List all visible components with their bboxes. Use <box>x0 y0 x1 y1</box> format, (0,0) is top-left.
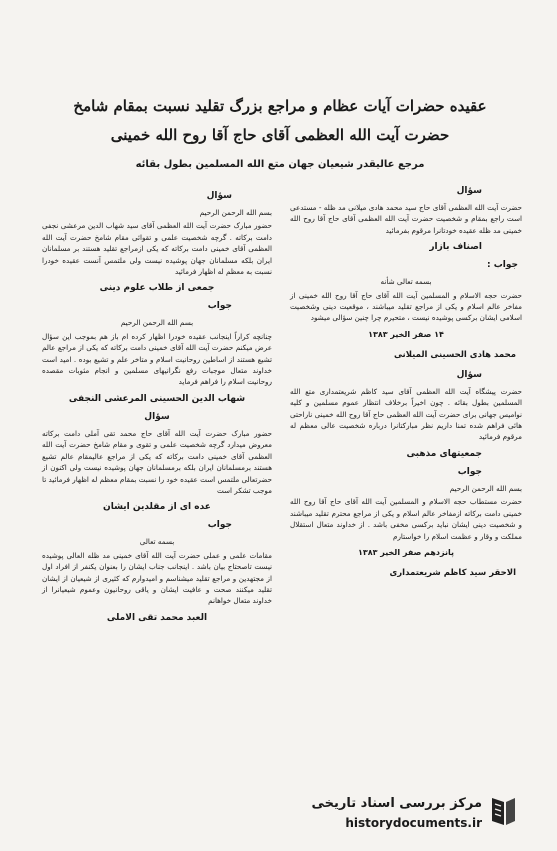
question-heading: سؤال <box>456 369 482 380</box>
sub-title: حضرت آیت الله العظمی آقای حاج آقا روح الله خمینی <box>110 126 450 144</box>
answer-signature: الاحقر سید کاظم شریعتمداری <box>389 567 516 578</box>
question-heading: سؤال <box>206 191 232 201</box>
answer-basmala: بسم الله الرحمن الرحیم <box>449 483 522 493</box>
right-column <box>290 180 522 586</box>
question-sender: جمعی از طلاب علوم دینی <box>99 283 215 294</box>
answer-heading: جواب <box>207 301 232 312</box>
answer-date: پانزدهم صفر الخیر ۱۳۸۳ <box>357 547 455 557</box>
question-text: حضور مبارک حضرت آیت الله العظمی آقای سید شهاب الدین مرعشی نجفی دامت برکاته . گرچه شخصیت علمی و تقوائی مقام شامخ حضرت آیت الله العظمی آقای خمینی دامت برکاته که یکی ازمراجع تقلید هستند بر مسلمانان ایران بلکه مسلمانان جهان پوشیده نیست ولی ملتمس آنست عقیده خودرا نسبت به معظم له اظهار فرمائید <box>42 221 272 277</box>
answer-signature: العبد محمد تقی الاملی <box>106 612 208 623</box>
answer-basmala: بسمه تعالی <box>139 537 175 547</box>
question-heading: سؤال <box>456 186 482 196</box>
answer-date: ۱۴ صفر الخیر ۱۳۸۳ <box>368 329 444 339</box>
question-sender: عده ای از مقلدین ایشان <box>103 502 211 513</box>
answer-text: حضرت مستطاب حجه الاسلام و المسلمین آیت الله آقای حاج آقا روح الله خمینی دامت برکاته ازمفاخر عالم اسلام و یکی از مراجع محترم تقلید میباشند و شخصیت دینی ایشان نباید برکسی مخفی باشد . از خداوند متعال استقلال مملکت و وقار و عظمت اسلام را خواستارم <box>290 497 522 541</box>
answer-heading: جواب <box>207 520 232 531</box>
book-logo-icon <box>488 794 518 828</box>
question-heading: سؤال <box>144 411 170 422</box>
answer-basmala: بسمه تعالی شأنه <box>380 277 432 287</box>
question-basmala: بسم الله الرحمن الرحیم <box>199 208 272 217</box>
question-sender: اصناف بازار <box>429 242 482 253</box>
footer-website: historydocuments.ir <box>345 816 482 830</box>
answer-text: چنانچه کراراً اینجانب عقیده خودرا اظهار کرده ام باز هم بموجب این سؤال عرض میکنم حضرت آیت الله آقای خمینی دامت برکاته که یکی از مراجع عالم تشیع هستند از اساطین روحانیت اسلام و متاخر علم و تشیع بوده . امید است خداوند متعال موجبات رفع نگرانیهای مسلمین و انجام مثوبات مقصده روحانیت اسلام را فراهم فرماید <box>42 331 272 387</box>
answer-heading: جواب <box>457 466 482 477</box>
footer-org-name: مرکز بررسی اسناد تاریخی <box>311 796 482 811</box>
answer-basmala: بسم الله الرحمن الرحیم <box>120 318 194 328</box>
tagline: مرجع عالیقدر شیعیان جهان متع الله المسلمین بطول بقائه <box>135 159 425 170</box>
question-text: حضرت پیشگاه آیت الله العظمی آقای سید کاظم شریعتمداری متع الله المسلمین بطول بقائه . چون اخیراً برخلاف انتظار عموم مسلمین و کلیه نوامیس جهانی برای حضرت آیت الله العظمی حاج آقا روح الله خمینی ناراحتی هائی فراهم شده تمنا داریم نظر مبارکتانرا درباره شخصیت عالی معظم له مرقوم فرمائید <box>290 386 522 442</box>
answer-signature: محمد هادی الحسینی المیلانی <box>393 349 516 360</box>
answer-signature: شهاب الدین الحسینی المرعشی النجفی <box>68 393 246 404</box>
question-text: حضور مبارک حضرت آیت الله آقای حاج محمد تقی آملی دامت برکاته معروض میدارد گرچه شخصیت علمی و تقوی و مقام شامخ حضرت آیت الله العظمی آقای خمینی دامت برکاته که یکی از مراجع عالیمقام عالم تشیع هستند برمسلمانان ایران بلکه برمسلمانان جهان پوشیده نیست ولی اکنون از حضرتعالی ملتمس است عقیده خود را نسبت بمقام معظم له اظهار فرمائید تا موجب تشکر است <box>42 428 272 495</box>
footer-watermark <box>272 790 522 834</box>
document-header <box>40 95 520 173</box>
left-column <box>42 185 272 629</box>
main-title: عقیده حضرات آیات عظام و مراجع بزرگ تقلید نسبت بمقام شامخ <box>73 97 487 115</box>
answer-text: حضرت حجه الاسلام و المسلمین آیت الله آقای حاج آقا روح الله خمینی از مفاخر عالم اسلام و یکی از مراجع تقلید میباشند ، موقعیت دینی وشخصیت اسلامی ایشان برکسی پوشیده نیست ، متحیرم چرا چنین سؤالی میشود <box>290 290 522 323</box>
question-text: حضرت آیت الله العظمی آقای حاج سید محمد هادی میلانی مد ظله - مستدعی است راجع بمقام و شخصیت حضرت آیت الله العظمی آقای حاج آقا روح الله خمینی مد ظله عقیده خودتانرا مرقوم بفرمائید <box>290 203 522 235</box>
question-sender: جمعیتهای مذهبی <box>406 448 482 459</box>
answer-text: مقامات علمی و عملی حضرت آیت الله آقای خمینی مد ظله العالی پوشیده نیست تاصحتاج بیان باشد . اینجانب جناب ایشان را بعنوان یکنفر از افراد اول از مجتهدین و مراجع تقلید میشناسم و امیدوارم که کثیری از شیعیان از ایشان تقلید میکنند صحت و عافیت ایشان و یاقی روحانیون وعموم شیعیانرا از خداوند متعال خواهانم <box>42 550 272 606</box>
answer-heading: جواب : <box>487 260 518 271</box>
